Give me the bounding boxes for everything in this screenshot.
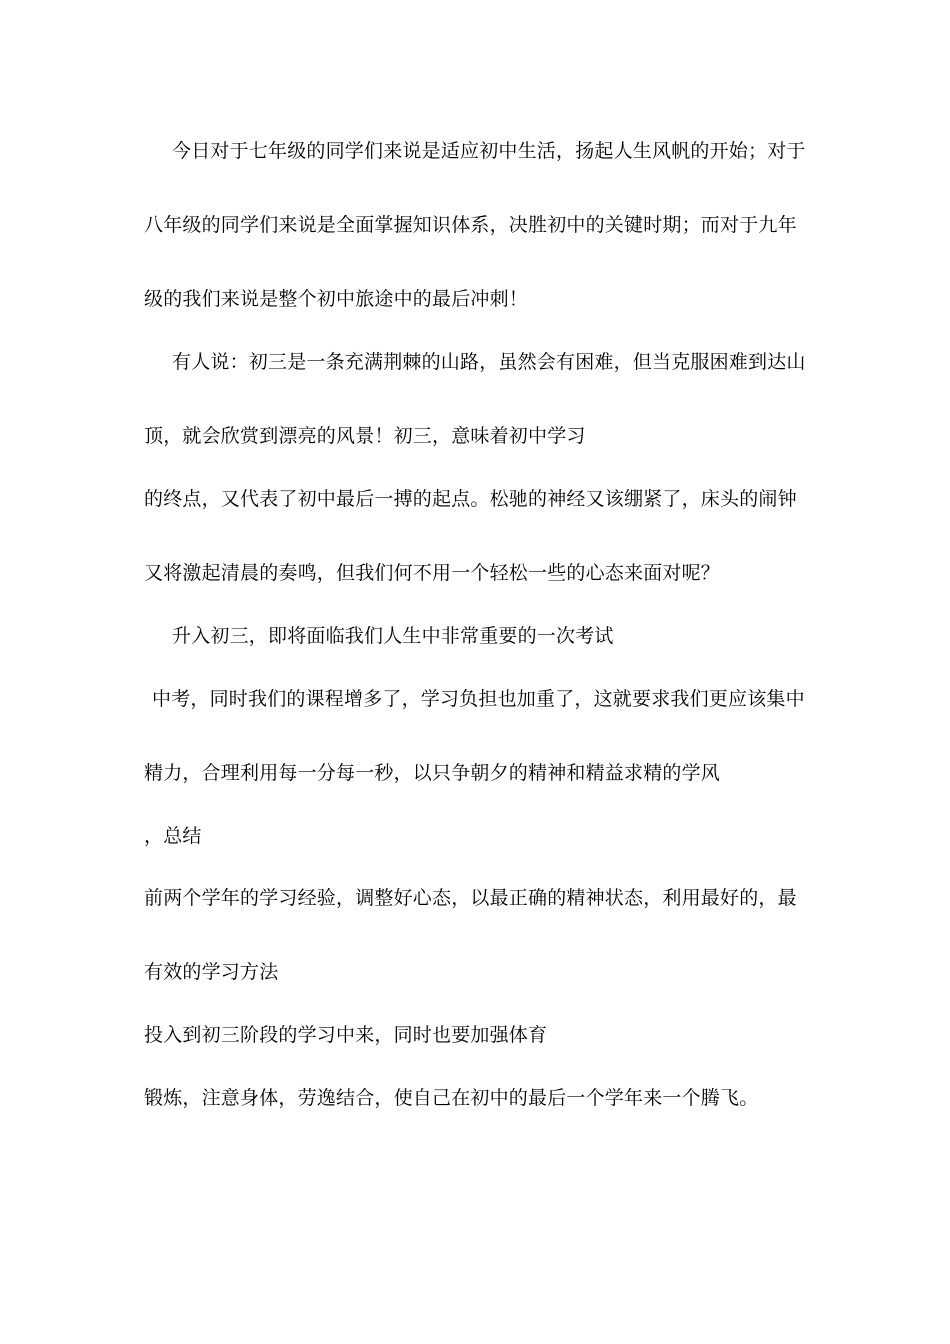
paragraph-3-line-3: 精力，合理利用每一分每一秒，以只争朝夕的精神和精益求精的学风 bbox=[144, 762, 721, 784]
paragraph-3-line-6: 有效的学习方法 bbox=[144, 961, 279, 983]
paragraph-3-line-1: 升入初三，即将面临我们人生中非常重要的一次考试 bbox=[172, 625, 614, 647]
paragraph-2-line-4: 又将激起清晨的奏鸣，但我们何不用一个轻松一些的心态来面对呢？ bbox=[144, 562, 721, 584]
paragraph-1-line-3: 级的我们来说是整个初中旅途中的最后冲刺！ bbox=[144, 288, 529, 310]
paragraph-1-line-1: 今日对于七年级的同学们来说是适应初中生活，扬起人生风帆的开始；对于 bbox=[172, 140, 806, 162]
paragraph-3-line-5: 前两个学年的学习经验，调整好心态，以最正确的精神状态，利用最好的，最 bbox=[144, 887, 797, 909]
paragraph-3-line-2: 中考，同时我们的课程增多了，学习负担也加重了，这就要求我们更应该集中 bbox=[152, 688, 805, 710]
paragraph-3-line-7: 投入到初三阶段的学习中来，同时也要加强体育 bbox=[144, 1024, 548, 1046]
paragraph-2-line-3: 的终点，又代表了初中最后一搏的起点。松驰的神经又该绷紧了，床头的闹钟 bbox=[144, 488, 797, 510]
paragraph-3-line-4: ，总结 bbox=[144, 825, 202, 847]
paragraph-2-line-2: 顶，就会欣赏到漂亮的风景！初三，意味着初中学习 bbox=[144, 425, 586, 447]
paragraph-2-line-1: 有人说：初三是一条充满荆棘的山路，虽然会有困难，但当克服困难到达山 bbox=[172, 351, 806, 373]
paragraph-3-line-8: 锻炼，注意身体，劳逸结合，使自己在初中的最后一个学年来一个腾飞。 bbox=[144, 1087, 759, 1109]
paragraph-1-line-2: 八年级的同学们来说是全面掌握知识体系，决胜初中的关键时期；而对于九年 bbox=[144, 214, 797, 236]
